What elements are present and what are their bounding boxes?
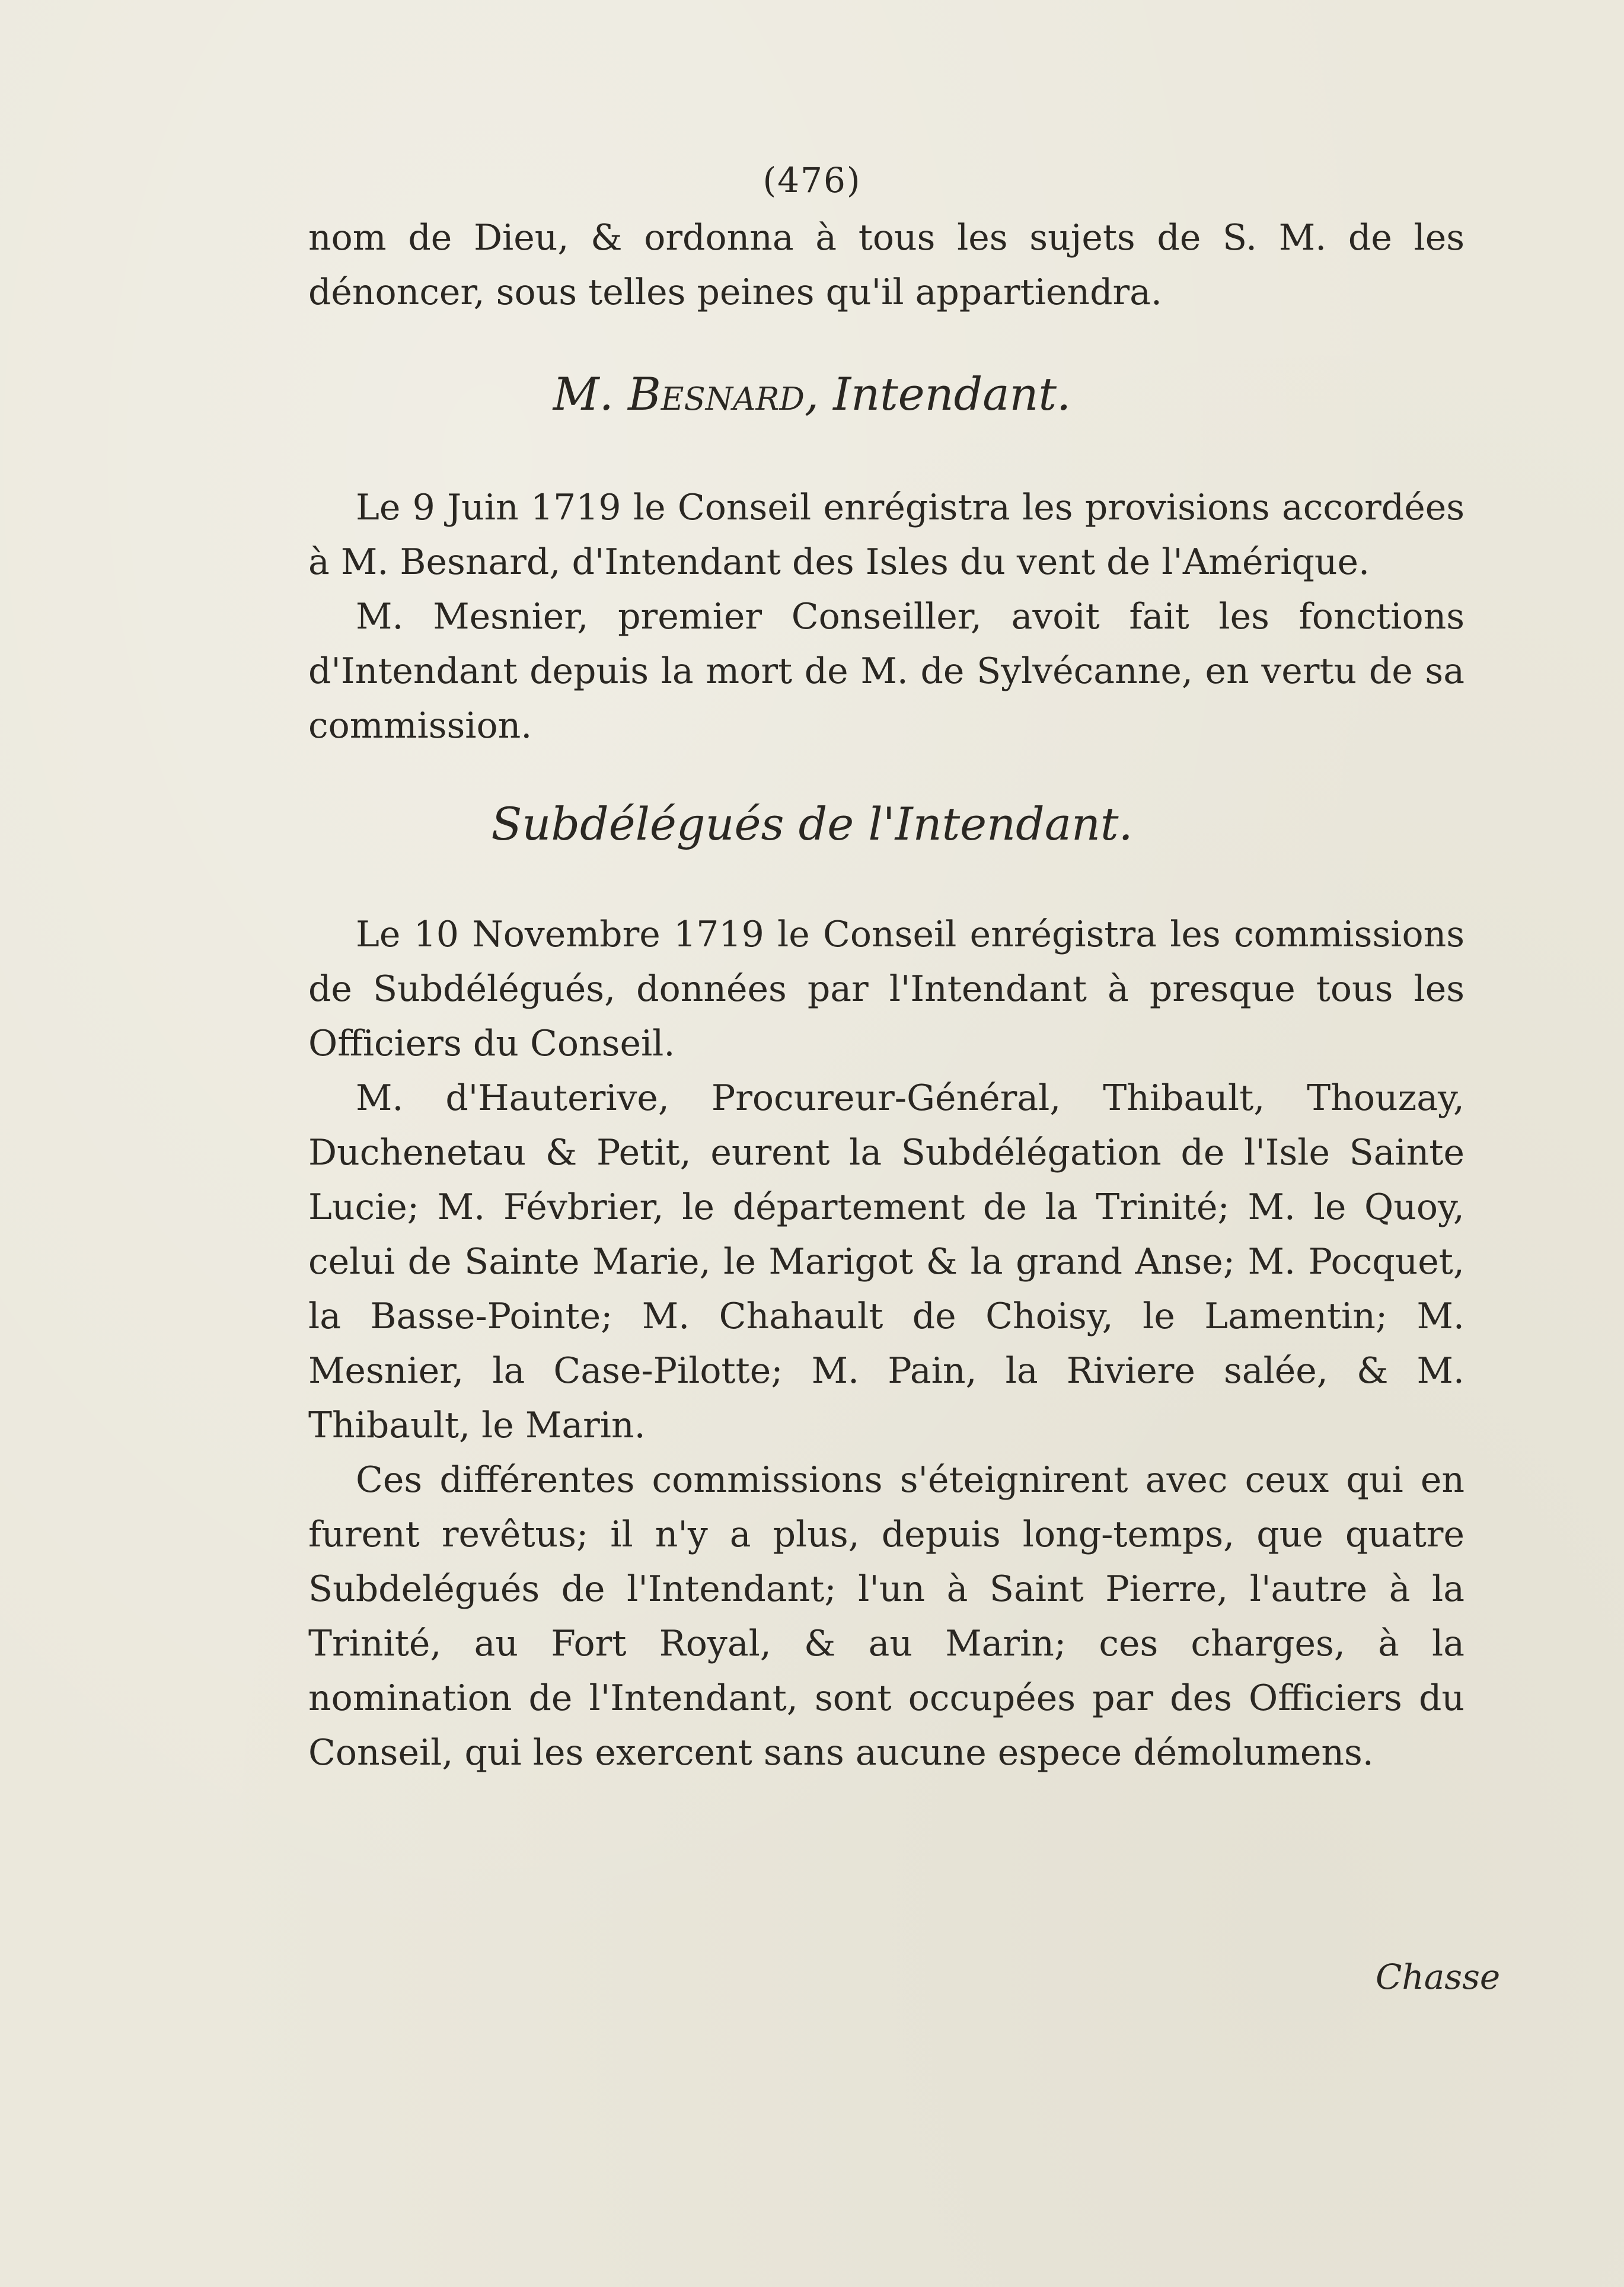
section-heading-subdelegues: Subdélégués de l'Intendant.: [491, 798, 1133, 850]
catchword: Chasse: [1376, 1957, 1501, 1997]
page-number: (476): [762, 160, 862, 200]
section-heading-besnard: [0, 368, 1624, 420]
section2-paragraph: Ces différentes commissions s'éteignirent avec ceux qui en furent revêtus; il n'y a plus, depuis long-temps, que quatre Subdelégués de l'Intendant; l'un à Saint Pierre, l'autre à la Trinité, au Fort Royal, & au Marin; ces charges, à la nomination de l'Intendant, sont occupées par des Officiers du Conseil, qui les exercent sans aucune espece démolumens.: [308, 1459, 1465, 1774]
heading-prefix: M.: [553, 368, 614, 420]
section2-paragraph: Le 10 Novembre 1719 le Conseil enrégistra les commissions de Subdélégués, données par l'Intendant à presque tous les Officiers du Conseil.: [308, 914, 1465, 1064]
heading-suffix: , Intendant.: [804, 368, 1071, 420]
section1-body: [308, 480, 1465, 753]
section2-paragraph: M. d'Hauterive, Procureur-Général, Thibault, Thouzay, Duchenetau & Petit, eurent la Subdélégation de l'Isle Sainte Lucie; M. Févbrier, le département de la Trinité; M. le Quoy, celui de Sainte Marie, le Marigot & la grand Anse; M. Pocquet, la Basse-Pointe; M. Chahault de Choisy, le Lamentin; M. Mesnier, la Case-Pilotte; M. Pain, la Riviere salée, & M. Thibault, le Marin.: [308, 1077, 1465, 1446]
section1-paragraph: M. Mesnier, premier Conseiller, avoit fait les fonctions d'Intendant depuis la mort de M. de Sylvécanne, en vertu de sa commission.: [308, 596, 1465, 747]
opening-text: nom de Dieu, & ordonna à tous les sujets de S. M. de les dénoncer, sous telles peines qu'il appartiendra.: [308, 217, 1465, 313]
section1-paragraph: Le 9 Juin 1719 le Conseil enrégistra les provisions accordées à M. Besnard, d'Intendant des Isles du vent de l'Amérique.: [308, 487, 1465, 583]
section2-body: [308, 907, 1465, 1780]
opening-paragraph: [308, 210, 1465, 320]
heading-name: Besnard: [627, 368, 805, 420]
